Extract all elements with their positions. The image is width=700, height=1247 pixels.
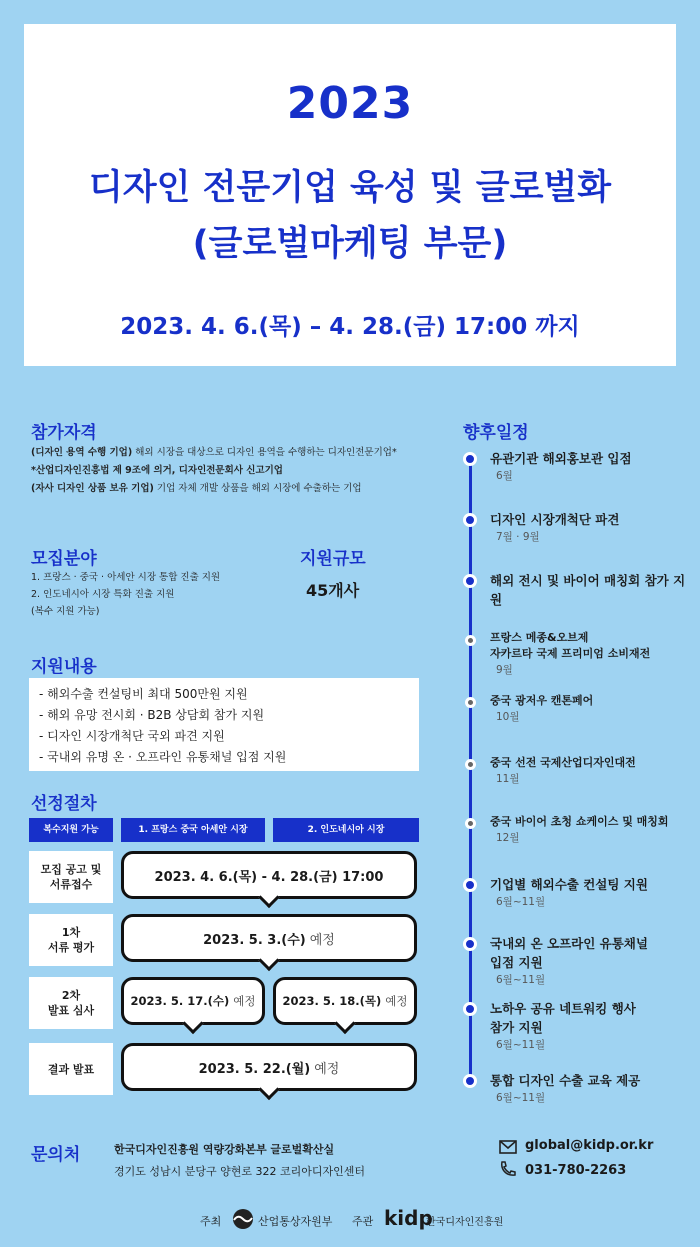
- schedule-item: 중국 바이어 초청 쇼케이스 및 매칭회 12월: [490, 815, 669, 844]
- timeline-dot-minor: [465, 818, 476, 829]
- recruit-title: 모집분야: [31, 549, 97, 569]
- support-item: - 국내외 유명 온 · 오프라인 유통채널 입점 지원: [39, 750, 287, 764]
- support-item: - 해외수출 컨설팅비 최대 500만원 지원: [39, 687, 248, 701]
- support-list: [29, 678, 419, 771]
- organizer-label: 주관: [352, 1215, 374, 1228]
- eligibility-line: *산업디자인진흥법 제 9조에 의거, 디자인전문회사 신고기업: [31, 465, 283, 476]
- header-year: 2023: [286, 78, 414, 129]
- support-item: - 디자인 시장개척단 국외 파견 지원: [39, 729, 225, 743]
- schedule-item: 유관기관 해외홍보관 입점 6월: [490, 451, 632, 482]
- kidp-logo: kidp: [384, 1206, 433, 1230]
- schedule-item: 디자인 시장개척단 파견 7월 · 9월: [490, 512, 620, 543]
- tab-indonesia: 2. 인도네시아 시장: [273, 818, 419, 842]
- contact-title: 문의처: [31, 1145, 81, 1165]
- tab-multi-apply: 복수지원 가능: [29, 818, 113, 842]
- timeline-dot: [463, 878, 477, 892]
- step-label-presentation: 2차 발표 심사: [29, 977, 113, 1029]
- host-name: 산업통상자원부: [258, 1215, 333, 1228]
- timeline-dot-minor: [465, 759, 476, 770]
- support-item: - 해외 유망 전시회 · B2B 상담회 참가 지원: [39, 708, 265, 722]
- recruit-list: [31, 569, 220, 620]
- eligibility-title: 참가자격: [31, 423, 97, 443]
- organizer-name: 한국디자인진흥원: [426, 1217, 504, 1228]
- timeline-dot: [463, 452, 477, 466]
- mail-icon: [499, 1139, 517, 1153]
- schedule-item: 해외 전시 및 바이어 매칭회 참가 지원: [490, 573, 686, 607]
- contact-org: 한국디자인진흥원 역량강화본부 글로벌확산실: [114, 1143, 335, 1156]
- timeline-dot: [463, 574, 477, 588]
- step-date-first-review: 2023. 5. 3.(수) 예정: [121, 914, 417, 962]
- step-date-result: 2023. 5. 22.(월) 예정: [121, 1043, 417, 1091]
- schedule-item: 중국 선전 국제산업디자인대전 11월: [490, 756, 636, 785]
- schedule-item: 중국 광저우 캔톤페어 10월: [490, 694, 594, 723]
- support-title: 지원내용: [31, 657, 97, 677]
- timeline-dot: [463, 937, 477, 951]
- recruit-line: 2. 인도네시아 시장 특화 진출 지원: [31, 589, 175, 600]
- header-panel: [24, 24, 676, 366]
- recruit-line: (복수 지원 가능): [31, 606, 100, 617]
- step-label-first-review: 1차 서류 평가: [29, 914, 113, 966]
- schedule-item: 기업별 해외수출 컨설팅 지원 6월~11월: [490, 877, 648, 908]
- contact-phone[interactable]: 031-780-2263: [525, 1163, 627, 1178]
- schedule-item: 국내외 온 오프라인 유통채널 입점 지원 6월~11월: [490, 936, 648, 986]
- tab-france-china-asean: 1. 프랑스 중국 아세안 시장: [121, 818, 265, 842]
- eligibility-line: (자사 디자인 상품 보유 기업) 기업 자체 개발 상품을 해외 시장에 수출하는 기업: [31, 483, 362, 494]
- schedule-title: 향후일정: [463, 423, 529, 443]
- scale-value: 45개사: [306, 581, 360, 600]
- schedule-item: 통합 디자인 수출 교육 제공 6월~11월: [490, 1073, 641, 1104]
- timeline-dot: [463, 513, 477, 527]
- host-label: 주최: [200, 1215, 222, 1228]
- step-label-result: 결과 발표: [29, 1043, 113, 1095]
- timeline-dot: [463, 1074, 477, 1088]
- header-title-line2: (글로벌마케팅 부문): [192, 224, 508, 264]
- timeline-dot-minor: [465, 697, 476, 708]
- recruit-line: 1. 프랑스 · 중국 · 아세안 시장 통합 진출 지원: [31, 572, 221, 583]
- ministry-emblem-icon: [232, 1208, 254, 1230]
- selection-title: 선정절차: [31, 794, 97, 814]
- step-label-application: 모집 공고 및 서류접수: [29, 851, 113, 903]
- header-period: 2023. 4. 6.(목) – 4. 28.(금) 17:00 까지: [120, 314, 580, 340]
- header-title-line1: 디자인 전문기업 육성 및 글로벌화: [88, 168, 612, 208]
- contact-address: 경기도 성남시 분당구 양현로 322 코리아디자인센터: [114, 1165, 365, 1178]
- schedule-item: 노하우 공유 네트워킹 행사 참가 지원 6월~11월: [490, 1001, 636, 1051]
- step-date-application: 2023. 4. 6.(목) - 4. 28.(금) 17:00: [121, 851, 417, 899]
- eligibility-list: [31, 444, 451, 498]
- scale-title: 지원규모: [300, 549, 366, 569]
- eligibility-line: (디자인 용역 수행 기업) 해외 시장을 대상으로 디자인 용역을 수행하는 디자인전문기업*: [31, 447, 397, 458]
- step-date-presentation-a: 2023. 5. 17.(수) 예정: [121, 977, 265, 1025]
- step-date-presentation-b: 2023. 5. 18.(목) 예정: [273, 977, 417, 1025]
- timeline-dot: [463, 1002, 477, 1016]
- timeline-dot-minor: [465, 635, 476, 646]
- phone-icon: [499, 1161, 517, 1177]
- schedule-item: 프랑스 메종&오브제 자카르타 국제 프리미엄 소비재전 9월: [490, 631, 651, 676]
- contact-email[interactable]: global@kidp.or.kr: [525, 1138, 654, 1153]
